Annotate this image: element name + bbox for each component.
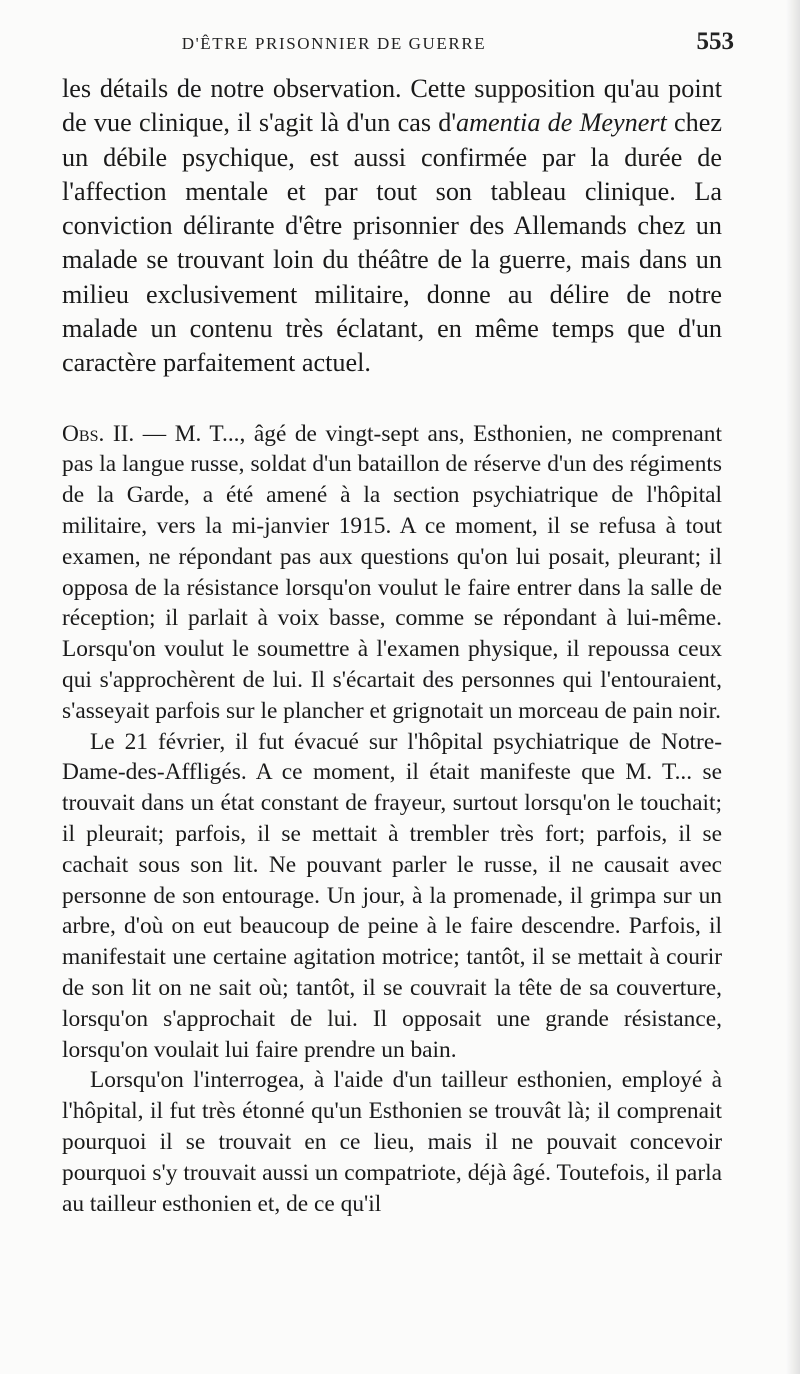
paragraph-interrogation: Lorsqu'on l'interrogea, à l'aide d'un tailleur esthonien, employé à l'hôpital, il fut très étonné qu'un Esthonien se trouvât là; il comprenait pourquoi il se trouvait en ce lieu, mais il ne pouvait concevoir pourquoi s'y trouvait aussi un compatriote, déjà âgé. Toutefois, il parla au tailleur esthonien et, de ce qu'il bbox=[62, 1067, 722, 1217]
running-head: D'ÊTRE PRISONNIER DE GUERRE bbox=[181, 34, 487, 53]
page-edge-shadow bbox=[786, 0, 800, 1374]
paragraph-text: chez un débile psychique, est aussi confirmée par la durée de l'affection mentale et par tout son tableau clinique. La conviction délirante d'être prisonnier des Allemands chez un malade se trouvant loin du théâtre de la guerre, mais dans un milieu exclusivement militaire, donne au délire de notre malade un contenu très éclatant, en même temps que d'un caractère parfaitement actuel. bbox=[62, 108, 722, 378]
italic-term: amentia de Meynert bbox=[456, 108, 667, 138]
paragraph-february: Le 21 février, il fut évacué sur l'hôpital psychiatrique de Notre-Dame-des-Affligés. A ce moment, il était manifeste que M. T... se trouvait dans un état constant de frayeur, surtout lorsqu'on le touchait; il pleurait; parfois, il se mettait à trembler très fort; parfois, il se cachait sous son lit. Ne pouvant parler le russe, il ne causait avec personne de son entourage. Un jour, à la promenade, il grimpa sur un arbre, d'où on eut beaucoup de peine à le faire descendre. Parfois, il manifestait une certaine agitation motrice; tantôt, il se mettait à courir de son lit on ne sait où; tantôt, il se couvrait la tête de sa couverture, lorsqu'on s'approchait de lui. Il opposait une grande résistance, lorsqu'on voulait lui faire prendre un bain. bbox=[62, 728, 722, 1063]
paragraph-text: les détails de notre observation. Cette supposition qu'au point de vue clinique, il s'agit là d'un cas d' bbox=[62, 74, 722, 138]
page-number: 553 bbox=[696, 28, 734, 55]
paragraph-observation-two bbox=[62, 419, 722, 727]
paragraph-text: — M. T..., âgé de vingt-sept ans, Esthonien, ne comprenant pas la langue russe, soldat d'un bataillon de réserve d'un des régiments de la Garde, a été amené à la section psychiatrique de l'hôpital militaire, vers la mi-janvier 1915. A ce moment, il se refusa à tout examen, ne répondant pas aux questions qu'on lui posait, pleurant; il opposa de la résistance lorsqu'on voulut le faire entrer dans la salle de réception; il parlait à voix basse, comme se répondant à lui-même. Lorsqu'on voulut le soumettre à l'examen physique, il repoussa ceux qui s'approchèrent de lui. Il s'écartait des personnes qui l'entouraient, s'asseyait parfois sur le plancher et grignotait un morceau de pain noir. bbox=[62, 420, 722, 724]
page-header bbox=[62, 28, 734, 60]
observation-label: Obs. II. bbox=[62, 420, 135, 447]
paragraph-conclusion bbox=[62, 72, 722, 381]
page-body bbox=[62, 72, 722, 1219]
